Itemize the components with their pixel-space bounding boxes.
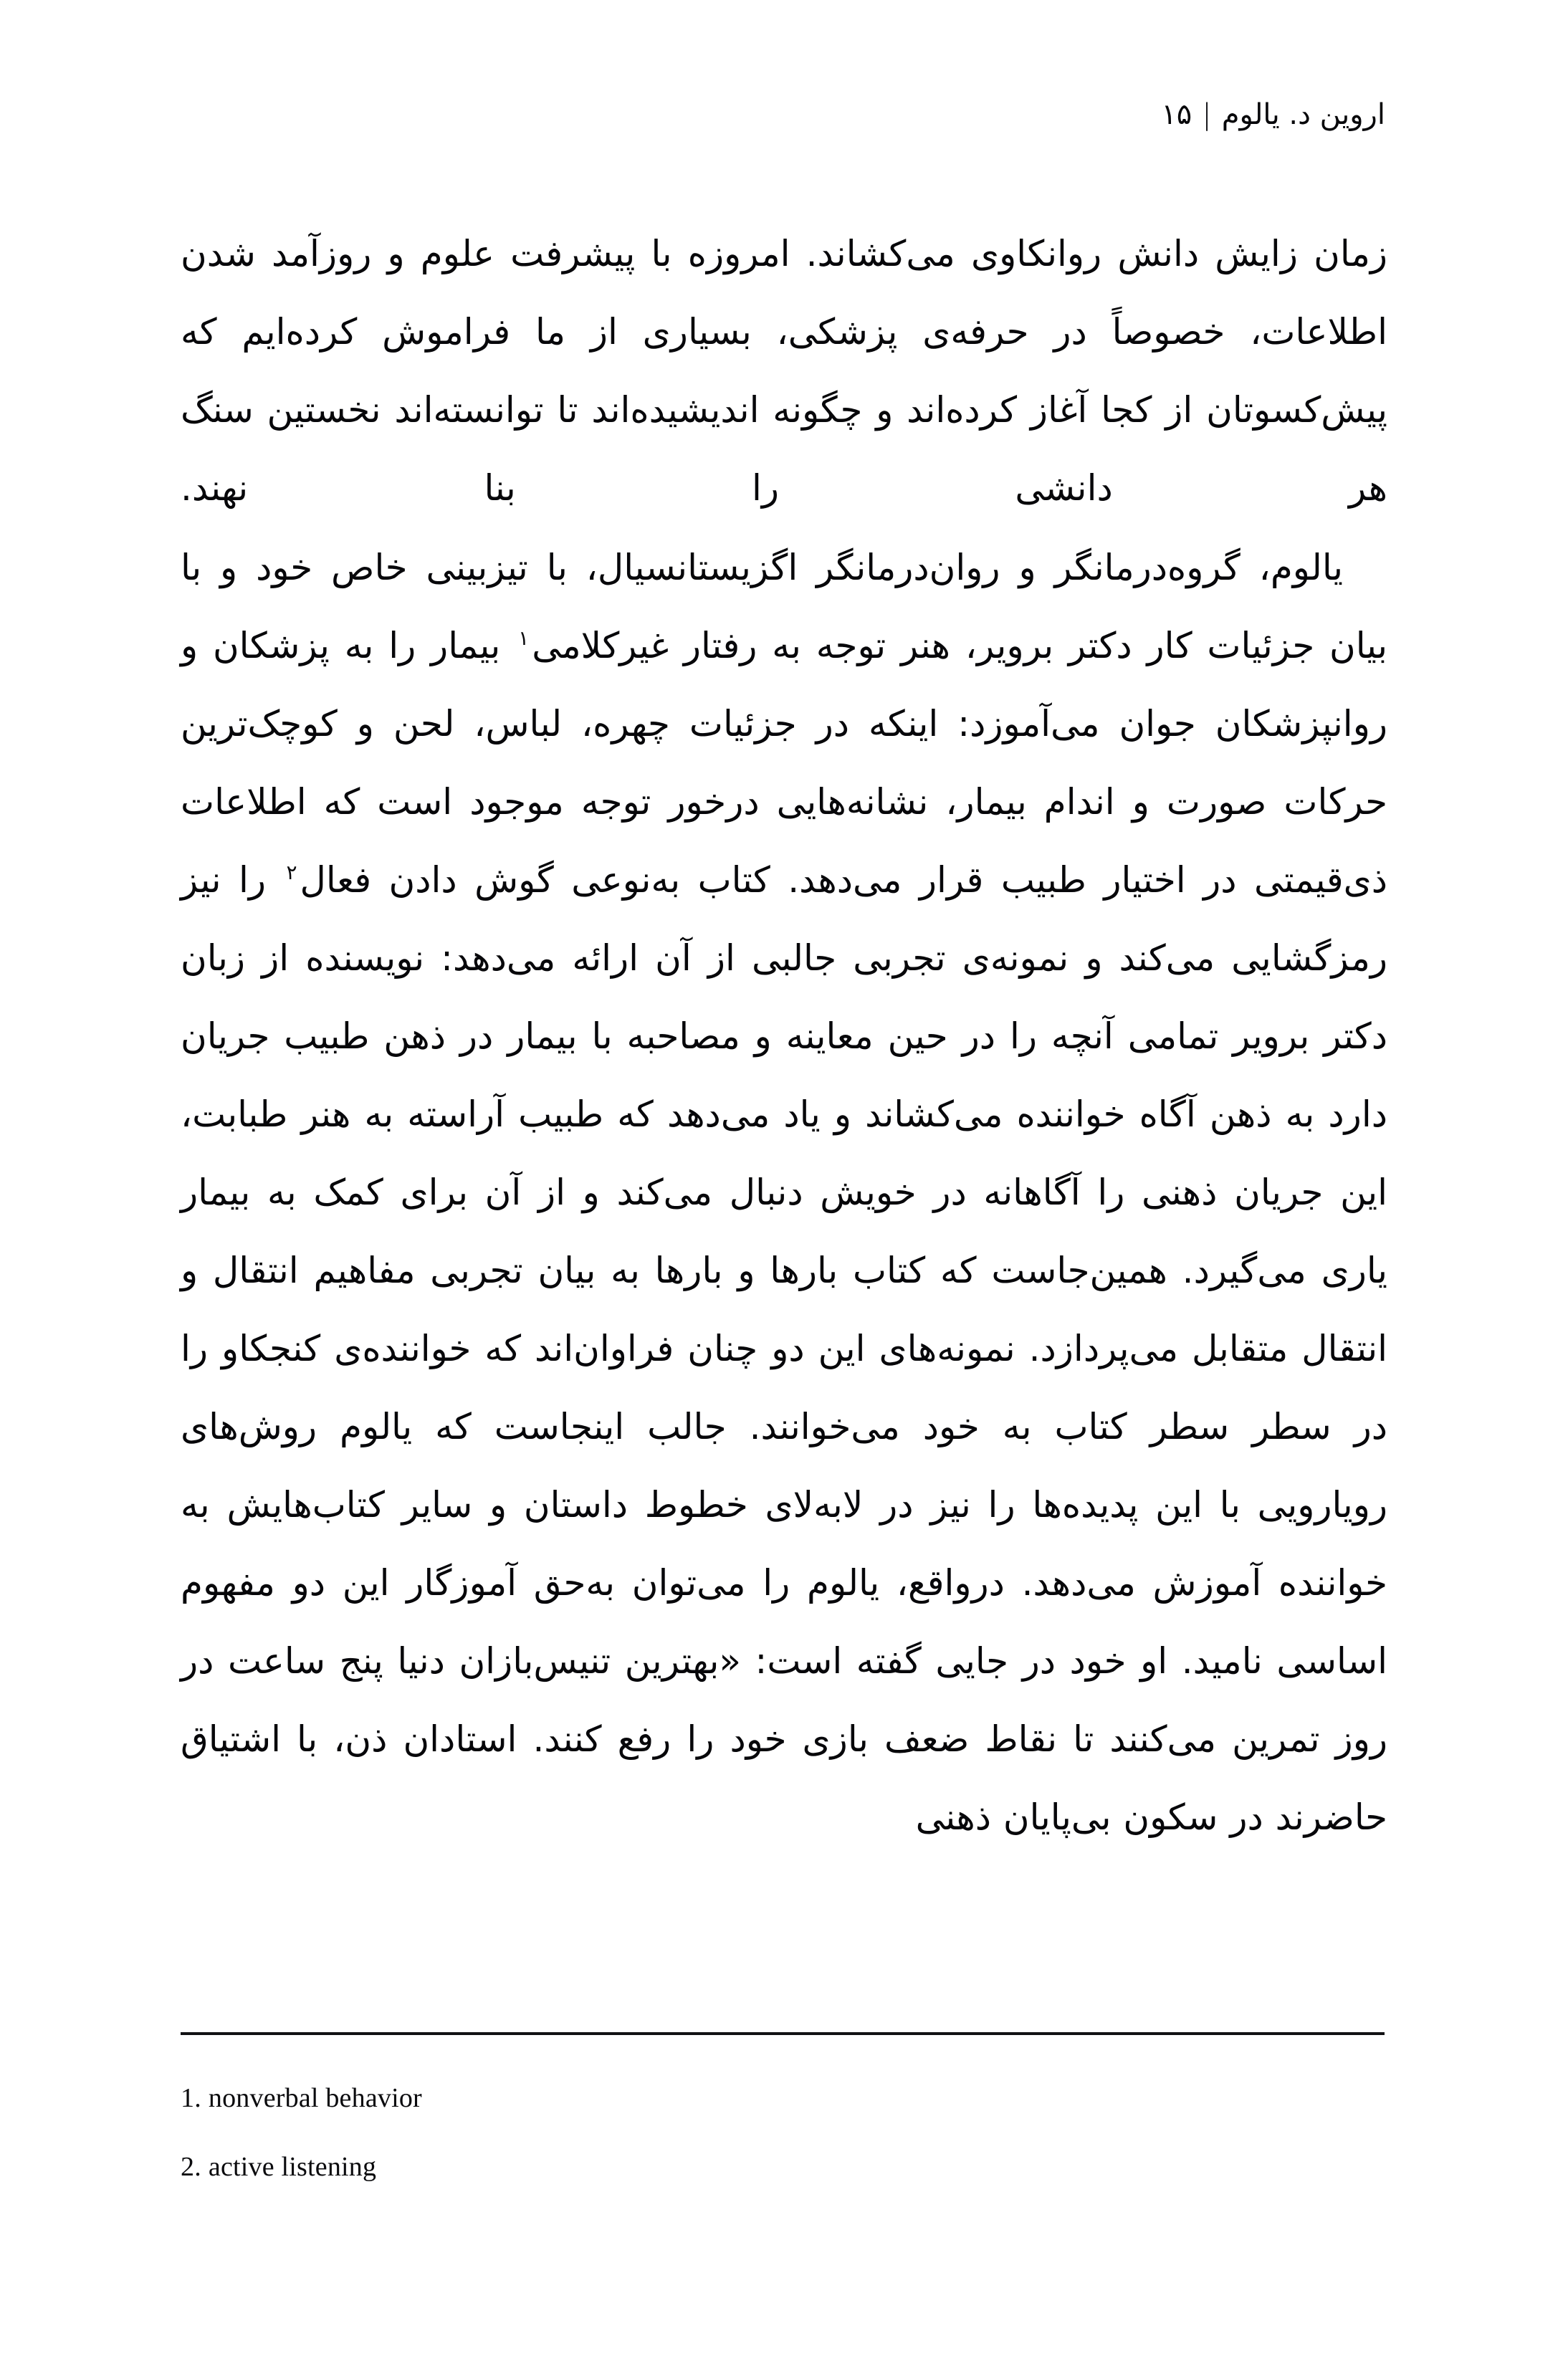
footnote-list: [181, 2064, 1385, 2201]
footnote-ref-2: ۲: [286, 861, 297, 885]
footnote-text: nonverbal behavior: [208, 2083, 422, 2113]
footnote-item: [181, 2133, 1385, 2201]
footnote-separator-rule: [181, 2032, 1385, 2035]
paragraph-1-text: زمان زایش دانش روانکاوی می‌کشاند. امروزه با پیشرفت علوم و روزآمد شدن اطلاعات، خصوصاً در حرفه‌ی پزشکی، بسیاری از ما فراموش کرده‌ایم که پیش‌کسوتان از کجا آغاز کرده‌اند و چگونه اندیشیده‌اند تا توانسته‌اند نخستین سنگ هر دانشی را بنا نهند.: [181, 233, 1387, 509]
paragraph-2-segment-2: بیمار را به پزشکان و روانپزشکان جوان می‌آموزد: اینکه در جزئیات چهره، لباس، لحن و کوچک‌ترین حرکات صورت و اندام بیمار، نشانه‌هایی درخور توجه موجود است که اطلاعات ذی‌قیمتی در اختیار طبیب قرار می‌دهد. کتاب به‌نوعی گوش دادن فعال: [181, 625, 1387, 901]
paragraph-2-segment-1: یالوم، گروه‌درمانگر و روان‌درمانگر اگزیستانسیال، با تیزبینی خاص خود و با بیان جزئیات کار دکتر برویر، هنر توجه به رفتار غیرکلامی: [181, 547, 1387, 666]
paragraph-2-segment-3: را نیز رمزگشایی می‌کند و نمونه‌ی تجربی جالبی از آن ارائه می‌دهد: نویسنده از زبان دکتر برویر تمامی آنچه را در حین معاینه و مصاحبه با بیمار در ذهن طبیب جریان دارد به ذهن آگاه خواننده می‌کشاند و یاد می‌دهد که طبیب آراسته به هنر طبابت، این جریان ذهنی را آگاهانه در خویش دنبال می‌کند و از آن برای کمک به بیمار یاری می‌گیرد. همین‌جاست که کتاب بارها و بارها به بیان تجربی مفاهیم انتقال و انتقال متقابل می‌پردازد. نمونه‌های این دو چنان فراوان‌اند که خواننده‌ی کنجکاو را در سطر سطر کتاب به خود می‌خوانند. جالب اینجاست که یالوم روش‌های رویارویی با این پدیده‌ها را نیز در لابه‌لای خطوط داستان و سایر کتاب‌هایش به خواننده آموزش می‌دهد. درواقع، یالوم را می‌توان به‌حق آموزگار این دو مفهوم اساسی نامید. او خود در جایی گفته است: «بهترین تنیس‌بازان دنیا پنج ساعت در روز تمرین می‌کنند تا نقاط ضعف بازی خود را رفع کنند. استادان ذن، با اشتیاق حاضرند در سکون بی‌پایان ذهنی: [181, 859, 1387, 1838]
footnote-ref-1: ۱: [518, 626, 530, 651]
page-number: ۱۵: [1161, 98, 1192, 131]
footnote-text: active listening: [208, 2152, 377, 2182]
paragraph-2: [181, 529, 1387, 1857]
footnote-number: 1.: [181, 2083, 201, 2113]
paragraph-1: [181, 215, 1387, 527]
footnote-item: [181, 2064, 1385, 2133]
footnote-number: 2.: [181, 2152, 201, 2182]
running-head-separator: |: [1202, 98, 1212, 131]
running-head: [183, 97, 1385, 132]
body-text: [181, 215, 1387, 1858]
running-head-author: اروین د. یالوم: [1221, 98, 1385, 131]
